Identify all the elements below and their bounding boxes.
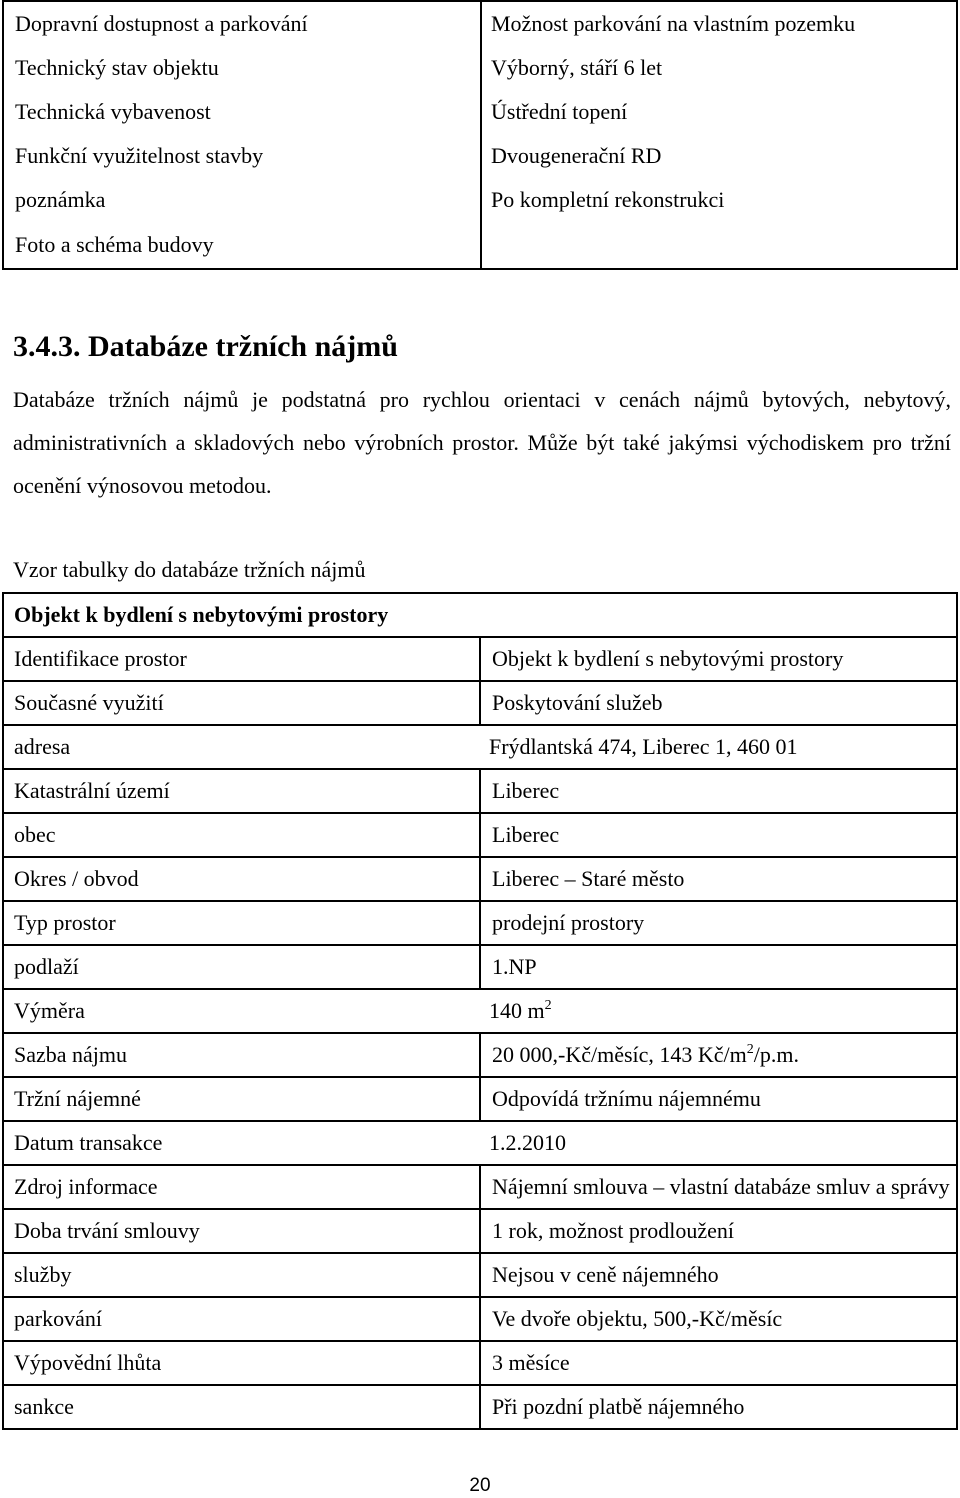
row-value: prodejní prostory <box>480 901 957 945</box>
row-label: Okres / obvod <box>3 857 480 901</box>
table-row <box>3 134 957 178</box>
row-label: Technický stav objektu <box>3 46 481 90</box>
row-label: Datum transakce <box>3 1121 480 1165</box>
row-value: Po kompletní rekonstrukci <box>481 178 957 222</box>
row-label: Tržní nájemné <box>3 1077 480 1121</box>
row-label: Dopravní dostupnost a parkování <box>3 1 481 46</box>
row-value <box>481 222 957 269</box>
table-row <box>3 681 957 725</box>
row-value: Ve dvoře objektu, 500,-Kč/měsíc <box>480 1297 957 1341</box>
row-value: Při pozdní platbě nájemného <box>480 1385 957 1429</box>
row-label: podlaží <box>3 945 480 989</box>
table-row <box>3 178 957 222</box>
row-value: 1.2.2010 <box>480 1121 957 1165</box>
row-label: Sazba nájmu <box>3 1033 480 1077</box>
property-details-table <box>2 0 958 270</box>
section-heading: 3.4.3. Databáze tržních nájmů <box>13 330 398 363</box>
row-value: Objekt k bydlení s nebytovými prostory <box>480 637 957 681</box>
row-label: adresa <box>3 725 480 769</box>
row-label: Identifikace prostor <box>3 637 480 681</box>
superscript: 2 <box>544 998 552 1013</box>
row-value: Odpovídá tržnímu nájemnému <box>480 1077 957 1121</box>
row-value: 1 rok, možnost prodloužení <box>480 1209 957 1253</box>
row-value: Nejsou v ceně nájemného <box>480 1253 957 1297</box>
row-label: Výměra <box>3 989 480 1033</box>
table-caption: Vzor tabulky do databáze tržních nájmů <box>13 557 366 582</box>
rent-database-table <box>2 592 958 1430</box>
row-label: Funkční využitelnost stavby <box>3 134 481 178</box>
table-row <box>3 222 957 269</box>
row-label: služby <box>3 1253 480 1297</box>
row-label: sankce <box>3 1385 480 1429</box>
table-row <box>3 1209 957 1253</box>
row-label: Technická vybavenost <box>3 90 481 134</box>
table-row <box>3 46 957 90</box>
table-row <box>3 1297 957 1341</box>
row-value: 3 měsíce <box>480 1341 957 1385</box>
row-label: Doba trvání smlouvy <box>3 1209 480 1253</box>
superscript: 2 <box>746 1042 754 1057</box>
row-value: 1.NP <box>480 945 957 989</box>
table-row <box>3 901 957 945</box>
table-row <box>3 1385 957 1429</box>
table-row <box>3 725 957 769</box>
value-suffix: /p.m. <box>753 1042 800 1067</box>
table-row <box>3 857 957 901</box>
row-label: Výpovědní lhůta <box>3 1341 480 1385</box>
table-title: Objekt k bydlení s nebytovými prostory <box>3 593 957 637</box>
row-label: Foto a schéma budovy <box>3 222 481 269</box>
table-title-row <box>3 593 957 637</box>
row-value <box>480 989 957 1033</box>
value-text: 20 000,-Kč/měsíc, 143 Kč/m <box>492 1042 747 1067</box>
row-value: Ústřední topení <box>481 90 957 134</box>
table-row <box>3 1165 957 1209</box>
row-value: Poskytování služeb <box>480 681 957 725</box>
table-row <box>3 637 957 681</box>
table-row <box>3 989 957 1033</box>
table-row <box>3 1033 957 1077</box>
row-value: Možnost parkování na vlastním pozemku <box>481 1 957 46</box>
row-value: Dvougenerační RD <box>481 134 957 178</box>
table-row <box>3 1341 957 1385</box>
row-value: Liberec – Staré město <box>480 857 957 901</box>
row-value: Nájemní smlouva – vlastní databáze smluv a správy <box>480 1165 957 1209</box>
table-row <box>3 90 957 134</box>
table-row <box>3 945 957 989</box>
row-label: obec <box>3 813 480 857</box>
table-row <box>3 813 957 857</box>
page-number: 20 <box>469 1475 491 1496</box>
row-label: parkování <box>3 1297 480 1341</box>
row-value: Frýdlantská 474, Liberec 1, 460 01 <box>480 725 957 769</box>
row-label: Typ prostor <box>3 901 480 945</box>
value-text: 140 m <box>489 998 545 1023</box>
row-label: Katastrální území <box>3 769 480 813</box>
table-row <box>3 1 957 46</box>
row-value <box>480 1033 957 1077</box>
table-row <box>3 1121 957 1165</box>
table-row <box>3 1253 957 1297</box>
table-row <box>3 769 957 813</box>
row-value: Liberec <box>480 769 957 813</box>
row-label: Současné využití <box>3 681 480 725</box>
row-label: Zdroj informace <box>3 1165 480 1209</box>
row-value: Liberec <box>480 813 957 857</box>
row-value: Výborný, stáří 6 let <box>481 46 957 90</box>
intro-paragraph: Databáze tržních nájmů je podstatná pro rychlou orientaci v cenách nájmů bytových, nebytový, administrativních a skladových nebo výrobních prostor. Může být také jakýmsi východiskem pro tržní ocenění výnosovou metodou. <box>13 387 951 498</box>
row-label: poznámka <box>3 178 481 222</box>
table-row <box>3 1077 957 1121</box>
